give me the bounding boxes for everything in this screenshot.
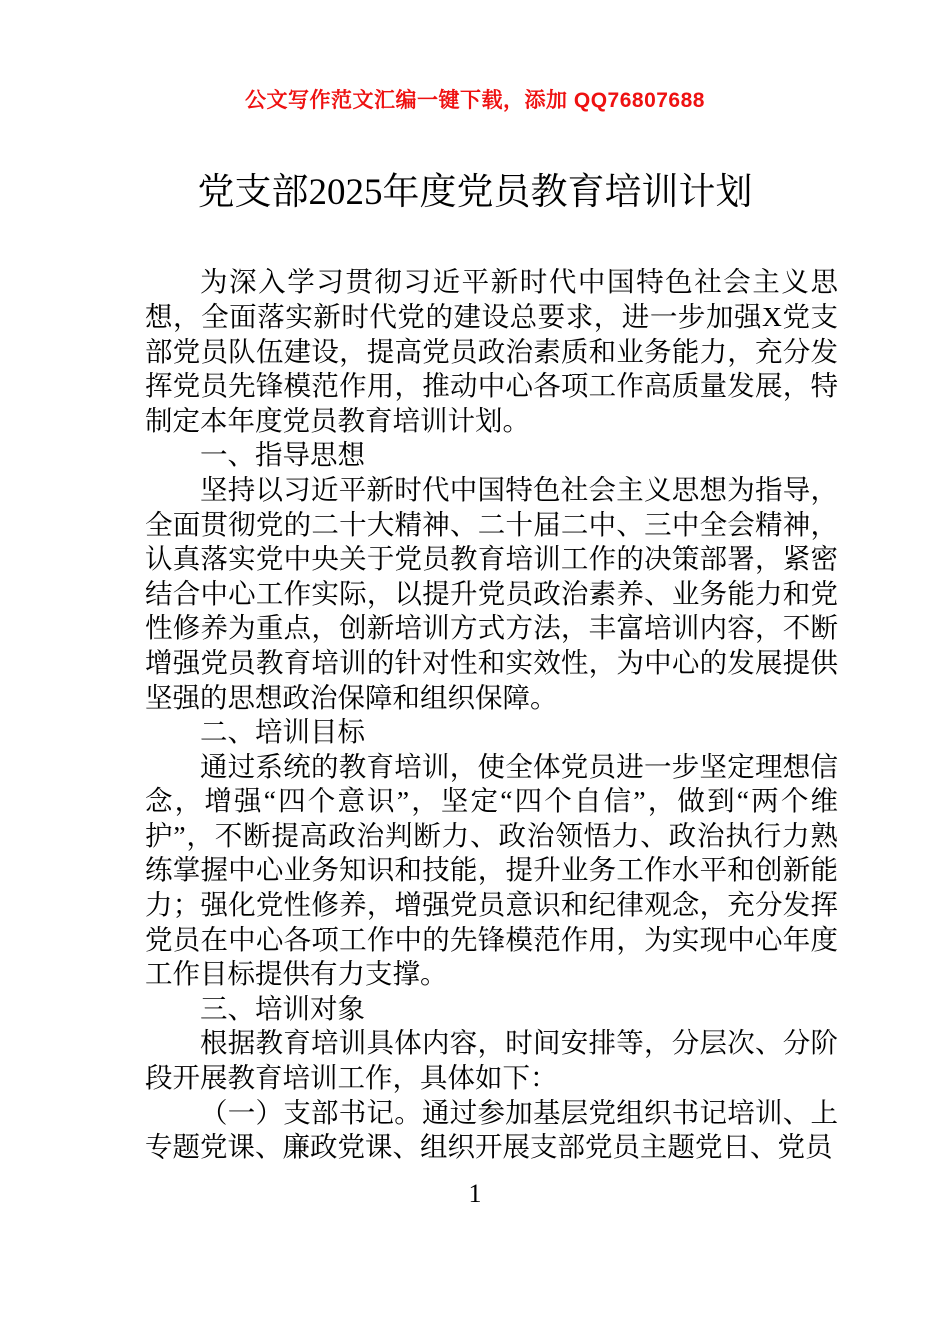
document-body (145, 265, 838, 1164)
section-heading: 一、指导思想 (200, 439, 365, 471)
body-paragraph: 坚持以习近平新时代中国特色社会主义思想为指导，全面贯彻党的二十大精神、二十届二中、三中全会精神，认真落实党中央关于党员教育培训工作的决策部署，紧密结合中心工作实际，以提升党员政治素养、业务能力和党性修养为重点，创新培训方式方法，丰富培训内容，不断增强党员教育培训的针对性和实效性，为中心的发展提供坚强的思想政治保障和组织保障。 (145, 473, 838, 713)
body-paragraph: （一）支部书记。通过参加基层党组织书记培训、上专题党课、廉政党课、组织开展支部党员主题党日、党员 (145, 1096, 838, 1163)
body-paragraph: 通过系统的教育培训，使全体党员进一步坚定理想信念，增强“四个意识”，坚定“四个自信”，做到“两个维护”，不断提高政治判断力、政治领悟力、政治执行力熟练掌握中心业务知识和技能，提升业务工作水平和创新能力；强化党性修养，增强党员意识和纪律观念，充分发挥党员在中心各项工作中的先锋模范作用，为实现中心年度工作目标提供有力支撑。 (145, 750, 838, 990)
section-heading: 三、培训对象 (200, 992, 365, 1024)
watermark-notice: 公文写作范文汇编一键下载，添加 QQ76807688 (245, 89, 705, 112)
page-number: 1 (468, 1178, 482, 1208)
body-paragraph: 根据教育培训具体内容，时间安排等，分层次、分阶段开展教育培训工作，具体如下： (145, 1027, 838, 1094)
body-paragraph: 为深入学习贯彻习近平新时代中国特色社会主义思想，全面落实新时代党的建设总要求，进一步加强X党支部党员队伍建设，提高党员政治素质和业务能力，充分发挥党员先锋模范作用，推动中心各项工作高质量发展，特制定本年度党员教育培训计划。 (145, 266, 838, 436)
section-heading: 二、培训目标 (200, 716, 365, 748)
document-title: 党支部2025年度党员教育培训计划 (197, 172, 753, 213)
